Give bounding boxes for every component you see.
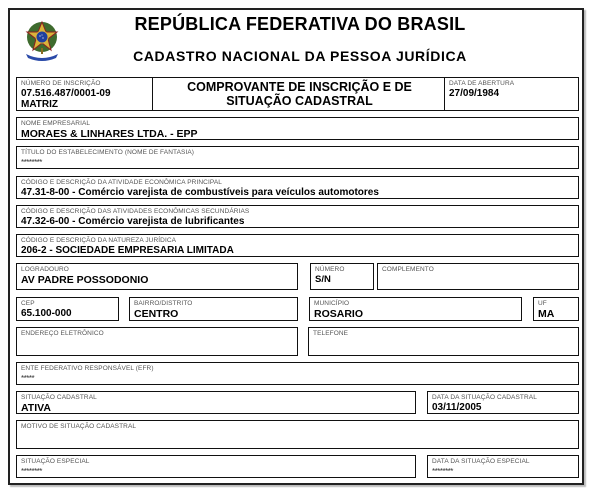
bairro-field bbox=[129, 297, 298, 321]
field-value: S/N bbox=[315, 274, 331, 285]
field-label: NÚMERO bbox=[315, 266, 345, 273]
field-value: 03/11/2005 bbox=[432, 402, 482, 413]
field-label: NOME EMPRESARIAL bbox=[21, 120, 91, 127]
divider bbox=[444, 78, 445, 110]
divider bbox=[152, 78, 153, 110]
data-situacao-cadastral-field bbox=[427, 391, 579, 414]
telefone-field bbox=[308, 327, 579, 356]
data-situacao-especial-field bbox=[427, 455, 579, 478]
field-label: SITUAÇÃO ESPECIAL bbox=[21, 458, 90, 465]
atividades-secundarias-field bbox=[16, 205, 579, 228]
field-label: UF bbox=[538, 300, 547, 307]
motivo-situacao-field bbox=[16, 420, 579, 449]
field-value: ******** bbox=[21, 158, 42, 167]
field-value: ******** bbox=[432, 467, 453, 476]
inscricao-label: NÚMERO DE INSCRIÇÃO bbox=[21, 80, 101, 87]
email-field bbox=[16, 327, 298, 356]
titulo-estabelecimento-field bbox=[16, 146, 579, 169]
field-label: COMPLEMENTO bbox=[382, 266, 434, 273]
logradouro-field bbox=[16, 263, 298, 290]
situacao-especial-field bbox=[16, 455, 416, 478]
field-label: MUNICÍPIO bbox=[314, 300, 350, 307]
field-value: ***** bbox=[21, 374, 35, 383]
field-value: MORAES & LINHARES LTDA. - EPP bbox=[21, 128, 198, 140]
abertura-label: DATA DE ABERTURA bbox=[449, 80, 515, 87]
abertura-value: 27/09/1984 bbox=[449, 88, 500, 99]
municipio-field bbox=[309, 297, 522, 321]
field-label: TÍTULO DO ESTABELECIMENTO (NOME DE FANTASIA) bbox=[21, 149, 195, 156]
nome-empresarial-field bbox=[16, 117, 579, 140]
field-value: ******** bbox=[21, 467, 42, 476]
field-value: 206-2 - SOCIEDADE EMPRESARIA LIMITADA bbox=[21, 245, 234, 256]
situacao-cadastral-field bbox=[16, 391, 416, 414]
field-label: DATA DA SITUAÇÃO CADASTRAL bbox=[432, 394, 537, 401]
field-label: CEP bbox=[21, 300, 35, 307]
field-value: CENTRO bbox=[134, 308, 179, 320]
field-label: BAIRRO/DISTRITO bbox=[134, 300, 193, 307]
field-value: ATIVA bbox=[21, 402, 51, 414]
field-value: 65.100-000 bbox=[21, 308, 72, 319]
field-label: CÓDIGO E DESCRIÇÃO DA ATIVIDADE ECONÔMICA PRINCIPAL bbox=[21, 179, 222, 186]
field-label: TELEFONE bbox=[313, 330, 349, 337]
page-title: REPÚBLICA FEDERATIVA DO BRASIL bbox=[134, 14, 466, 34]
uf-field bbox=[533, 297, 579, 321]
field-label: CÓDIGO E DESCRIÇÃO DAS ATIVIDADES ECONÔMICAS SECUNDÁRIAS bbox=[21, 208, 250, 215]
field-label: CÓDIGO E DESCRIÇÃO DA NATUREZA JURÍDICA bbox=[21, 237, 177, 244]
document-title: COMPROVANTE DE INSCRIÇÃO E DE SITUAÇÃO CADASTRAL bbox=[187, 80, 412, 108]
atividade-principal-field bbox=[16, 176, 579, 199]
field-label: ENDEREÇO ELETRÔNICO bbox=[21, 330, 104, 337]
field-label: LOGRADOURO bbox=[21, 266, 69, 273]
natureza-juridica-field bbox=[16, 234, 579, 257]
field-value: MA bbox=[538, 308, 555, 320]
numero-field bbox=[310, 263, 374, 290]
field-value: AV PADRE POSSODONIO bbox=[21, 274, 149, 286]
field-value: ROSARIO bbox=[314, 308, 364, 320]
top-row-box bbox=[16, 77, 579, 111]
field-value: 47.32-6-00 - Comércio varejista de lubrificantes bbox=[21, 216, 245, 227]
field-label: SITUAÇÃO CADASTRAL bbox=[21, 394, 97, 401]
efr-field bbox=[16, 362, 579, 385]
complemento-field bbox=[377, 263, 579, 290]
field-label: ENTE FEDERATIVO RESPONSÁVEL (EFR) bbox=[21, 365, 154, 372]
cep-field bbox=[16, 297, 119, 321]
inscricao-type: MATRIZ bbox=[21, 99, 59, 110]
inscricao-value: 07.516.487/0001-09 bbox=[21, 88, 111, 99]
field-label: MOTIVO DE SITUAÇÃO CADASTRAL bbox=[21, 423, 137, 430]
field-label: DATA DA SITUAÇÃO ESPECIAL bbox=[432, 458, 530, 465]
page-subtitle: CADASTRO NACIONAL DA PESSOA JURÍDICA bbox=[133, 48, 467, 64]
field-value: 47.31-8-00 - Comércio varejista de combustíveis para veículos automotores bbox=[21, 187, 379, 198]
